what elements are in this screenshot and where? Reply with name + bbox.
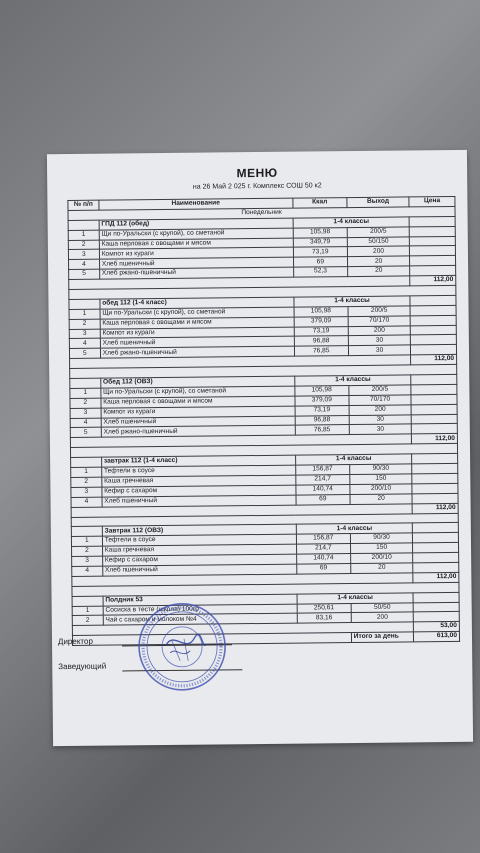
row-number: 2 bbox=[69, 319, 100, 329]
dish-output: 90/30 bbox=[350, 533, 413, 544]
row-number: 3 bbox=[72, 556, 103, 566]
section-price-empty bbox=[413, 592, 459, 602]
section-spacer bbox=[69, 299, 100, 309]
dish-name: Хлеб ржано-пшеничный bbox=[99, 267, 293, 279]
row-number: 4 bbox=[71, 497, 102, 507]
section-spacer bbox=[68, 220, 99, 230]
section-spacer bbox=[70, 378, 101, 388]
dish-output: 70/170 bbox=[349, 395, 412, 406]
dish-name: Щи по-Уральски (с крупой), со сметаной bbox=[99, 228, 293, 240]
section-name: ГПД 112 (обед) bbox=[99, 218, 293, 230]
dish-name: Каша перловая с овощами и мясом bbox=[101, 396, 295, 408]
dish-output: 50/150 bbox=[347, 236, 410, 247]
dish-output: 200 bbox=[347, 246, 410, 257]
dish-price bbox=[410, 226, 456, 236]
dish-output: 20 bbox=[347, 256, 410, 267]
row-number: 5 bbox=[69, 269, 100, 279]
row-number: 1 bbox=[72, 606, 103, 616]
dish-name: Тефтели в соусе bbox=[102, 534, 296, 546]
row-number: 3 bbox=[71, 487, 102, 497]
section-total: 112,00 bbox=[411, 355, 457, 365]
dish-price bbox=[411, 345, 457, 355]
section-price-empty bbox=[409, 216, 455, 226]
dish-kcal: 96,88 bbox=[295, 415, 349, 425]
row-number: 4 bbox=[69, 339, 100, 349]
row-number: 1 bbox=[69, 309, 100, 319]
dish-kcal: 140,74 bbox=[296, 484, 350, 494]
dish-kcal: 156,87 bbox=[296, 534, 350, 544]
section-total: 112,00 bbox=[413, 572, 459, 582]
section-group: 1-4 классы bbox=[297, 593, 414, 604]
dish-output: 50/50 bbox=[351, 602, 414, 613]
dish-name: Сосиска в тесте (школа) 100гр bbox=[103, 604, 297, 616]
row-number: 3 bbox=[68, 250, 99, 260]
dish-output: 200/5 bbox=[349, 385, 412, 396]
dish-kcal: 69 bbox=[293, 257, 347, 267]
dish-name: Хлеб пшеничный bbox=[101, 416, 295, 428]
row-number: 1 bbox=[71, 467, 102, 477]
row-number: 2 bbox=[70, 398, 101, 408]
dish-output: 30 bbox=[349, 424, 412, 435]
dish-name: Щи по-Уральски (с крупой), со сметаной bbox=[100, 307, 294, 319]
dish-output: 30 bbox=[348, 335, 411, 346]
dish-name: Каша перловая с овощами и мясом bbox=[100, 317, 294, 329]
section-name: Завтрак 112 (ОВЗ) bbox=[102, 525, 296, 537]
section-group: 1-4 классы bbox=[296, 523, 413, 534]
section-total: 112,00 bbox=[410, 276, 456, 286]
dish-price bbox=[413, 552, 459, 562]
dish-price bbox=[412, 473, 458, 483]
section-spacer bbox=[72, 596, 103, 606]
dish-price bbox=[410, 266, 456, 276]
dish-output: 200/5 bbox=[348, 306, 411, 317]
dish-output: 70/170 bbox=[348, 316, 411, 327]
section-group: 1-4 классы bbox=[295, 454, 412, 465]
dish-output: 150 bbox=[350, 543, 413, 554]
dish-name: Компот из кураги bbox=[99, 248, 293, 260]
dish-name: Кефир с сахаром bbox=[102, 554, 296, 566]
row-number: 2 bbox=[71, 477, 102, 487]
dish-kcal: 250,61 bbox=[297, 603, 351, 613]
dish-kcal: 214,7 bbox=[296, 544, 350, 554]
dish-output: 200/10 bbox=[350, 553, 413, 564]
dish-output: 200/5 bbox=[347, 227, 410, 238]
dish-output: 20 bbox=[350, 494, 413, 505]
section-group: 1-4 классы bbox=[294, 296, 411, 307]
dish-kcal: 379,09 bbox=[294, 316, 348, 326]
row-number: 4 bbox=[69, 260, 100, 270]
menu-date-subtitle: на 26 Май 2 025 г. Комплекс СОШ 50 к2 bbox=[192, 182, 322, 191]
dish-output: 90/30 bbox=[349, 464, 412, 475]
dish-name: Хлеб ржано-пшеничный bbox=[101, 426, 295, 438]
row-number: 4 bbox=[72, 566, 103, 576]
dish-name: Хлеб пшеничный bbox=[99, 257, 293, 269]
dish-kcal: 105,98 bbox=[293, 227, 347, 237]
dish-name: Каша перловая с овощами и мясом bbox=[99, 238, 293, 250]
dish-kcal: 105,98 bbox=[295, 385, 349, 395]
dish-price bbox=[411, 325, 457, 335]
dish-price bbox=[413, 562, 459, 572]
dish-output: 200 bbox=[349, 405, 412, 416]
grand-total: 613,00 bbox=[414, 632, 460, 642]
dish-kcal: 214,7 bbox=[296, 475, 350, 485]
dish-name: Кефир с сахаром bbox=[102, 485, 296, 497]
section-price-empty bbox=[413, 523, 459, 533]
header-output: Выход bbox=[347, 197, 410, 208]
dish-output: 200/10 bbox=[350, 484, 413, 495]
dish-kcal: 69 bbox=[296, 564, 350, 574]
dish-price bbox=[414, 612, 460, 622]
row-number: 5 bbox=[70, 428, 101, 438]
dish-name: Хлеб ржано-пшеничный bbox=[100, 346, 294, 358]
section-price-empty bbox=[410, 295, 456, 305]
school-stamp bbox=[136, 600, 229, 693]
row-number: 2 bbox=[72, 546, 103, 556]
section-total: 53,00 bbox=[414, 622, 460, 632]
section-name: завтрак 112 (1-4 класс) bbox=[101, 455, 295, 467]
section-group: 1-4 классы bbox=[293, 217, 410, 228]
section-total: 112,00 bbox=[412, 434, 458, 444]
menu-table bbox=[67, 196, 460, 646]
section-spacer bbox=[71, 527, 102, 537]
dish-output: 30 bbox=[348, 345, 411, 356]
dish-name: Хлеб пшеничный bbox=[100, 337, 294, 349]
section-total: 112,00 bbox=[412, 503, 458, 513]
dish-price bbox=[413, 602, 459, 612]
row-number: 1 bbox=[68, 230, 99, 240]
dish-price bbox=[412, 483, 458, 493]
dish-output: 150 bbox=[350, 474, 413, 485]
header-kcal: Ккал bbox=[293, 198, 347, 208]
day-label: Понедельник bbox=[68, 206, 455, 220]
dish-output: 20 bbox=[351, 563, 414, 574]
dish-kcal: 83,16 bbox=[297, 613, 351, 623]
dish-name: Щи по-Уральски (с крупой), со сметаной bbox=[101, 386, 295, 398]
section-price-empty bbox=[412, 454, 458, 464]
dish-kcal: 69 bbox=[296, 494, 350, 504]
dish-output: 200 bbox=[351, 612, 414, 623]
row-number: 3 bbox=[70, 408, 101, 418]
row-number: 3 bbox=[69, 329, 100, 339]
dish-price bbox=[410, 315, 456, 325]
dish-price bbox=[410, 256, 456, 266]
row-number: 1 bbox=[70, 388, 101, 398]
dish-name: Хлеб пшеничный bbox=[102, 564, 296, 576]
row-number: 2 bbox=[68, 240, 99, 250]
dish-kcal: 140,74 bbox=[296, 554, 350, 564]
dish-output: 20 bbox=[347, 266, 410, 277]
menu-body bbox=[68, 216, 459, 645]
dish-name: Хлеб пшеничный bbox=[102, 495, 296, 507]
dish-price bbox=[413, 533, 459, 543]
page-title: МЕНЮ bbox=[236, 165, 278, 181]
dish-kcal: 349,79 bbox=[293, 237, 347, 247]
dish-kcal: 105,98 bbox=[294, 306, 348, 316]
dish-price bbox=[411, 384, 457, 394]
dish-price bbox=[412, 493, 458, 503]
header-price: Цена bbox=[409, 196, 455, 206]
dish-output: 30 bbox=[349, 415, 412, 426]
dish-output: 200 bbox=[348, 325, 411, 336]
row-number: 4 bbox=[70, 418, 101, 428]
director-label: Директор bbox=[57, 636, 93, 647]
row-number: 1 bbox=[71, 536, 102, 546]
dish-kcal: 76,85 bbox=[295, 425, 349, 435]
dish-kcal: 73,19 bbox=[295, 405, 349, 415]
dish-price bbox=[412, 463, 458, 473]
dish-kcal: 156,87 bbox=[295, 465, 349, 475]
section-name: Полдник 53 bbox=[103, 594, 297, 606]
manager-label: Заведующий bbox=[58, 661, 107, 672]
row-number: 2 bbox=[72, 616, 103, 626]
dish-name: Каша гречневая bbox=[102, 544, 296, 556]
dish-price bbox=[412, 414, 458, 424]
dish-kcal: 96,88 bbox=[294, 336, 348, 346]
section-name: обед 112 (1-4 класс) bbox=[100, 297, 294, 309]
dish-kcal: 73,19 bbox=[293, 247, 347, 257]
dish-price bbox=[411, 335, 457, 345]
section-name: Обед 112 (ОВЗ) bbox=[100, 376, 294, 388]
dish-kcal: 76,85 bbox=[294, 346, 348, 356]
dish-kcal: 73,19 bbox=[294, 326, 348, 336]
row-number: 5 bbox=[69, 349, 100, 359]
menu-sheet bbox=[47, 150, 473, 746]
dish-price bbox=[411, 404, 457, 414]
dish-name: Чай с сахаром и молоком №4 bbox=[103, 614, 297, 626]
dish-name: Компот из кураги bbox=[100, 327, 294, 339]
dish-price bbox=[412, 424, 458, 434]
dish-price bbox=[413, 543, 459, 553]
grand-total-label: Итого за день bbox=[351, 632, 414, 643]
dish-price bbox=[410, 305, 456, 315]
header-number: № п/п bbox=[68, 200, 99, 210]
dish-name: Компот из кураги bbox=[101, 406, 295, 418]
section-spacer bbox=[71, 457, 102, 467]
dish-price bbox=[410, 236, 456, 246]
dish-kcal: 52,3 bbox=[293, 267, 347, 277]
dish-kcal: 379,09 bbox=[295, 395, 349, 405]
dish-name: Каша гречневая bbox=[102, 475, 296, 487]
dish-price bbox=[410, 246, 456, 256]
section-price-empty bbox=[411, 374, 457, 384]
dish-name: Тефтели в соусе bbox=[101, 465, 295, 477]
dish-price bbox=[411, 394, 457, 404]
header-name: Наименование bbox=[99, 198, 293, 210]
section-group: 1-4 классы bbox=[294, 375, 411, 386]
